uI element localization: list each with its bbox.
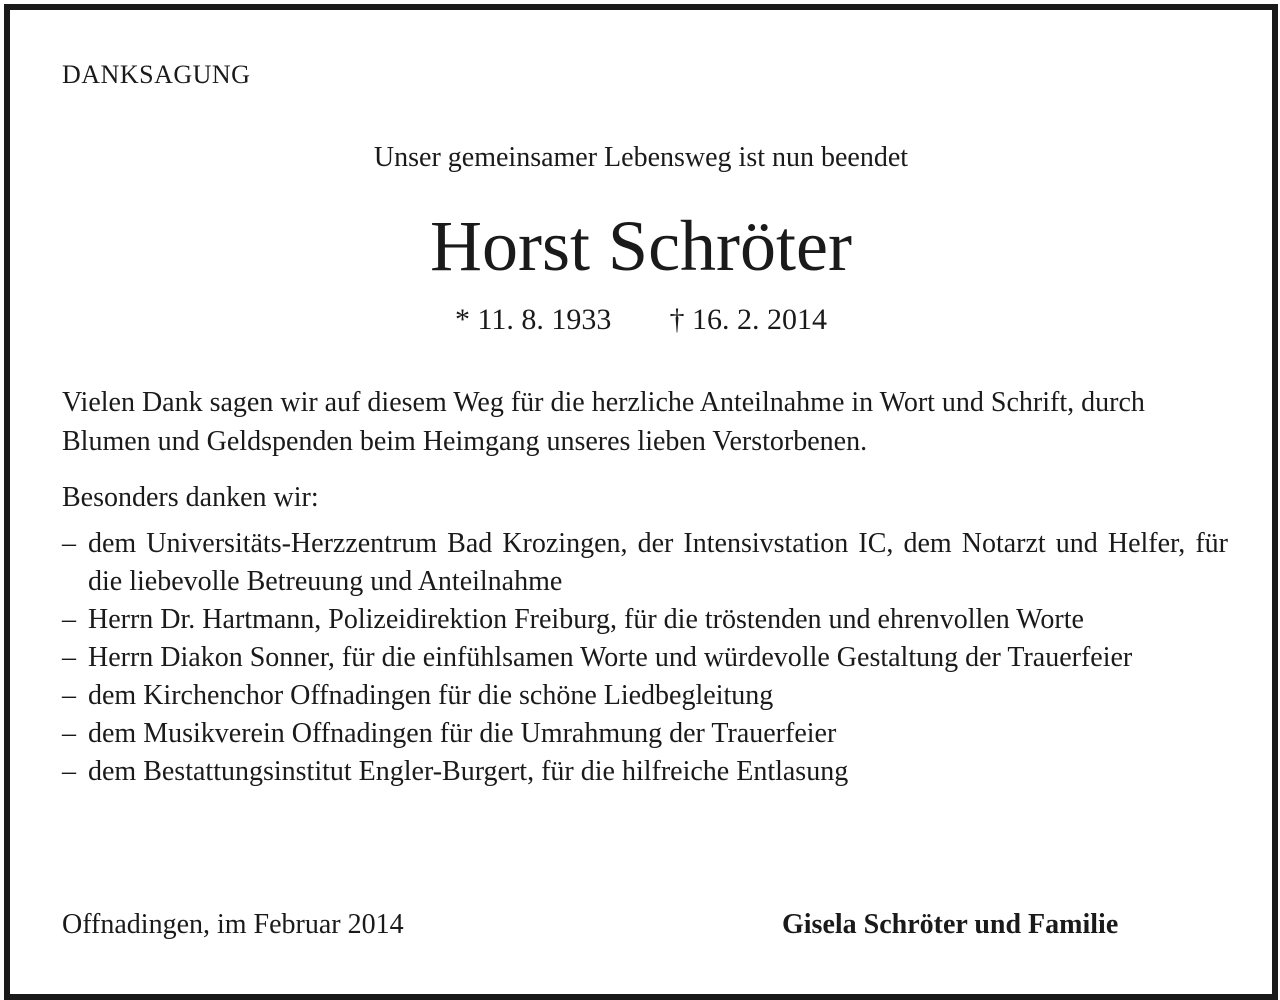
thanks-item	[62, 715, 1228, 753]
deceased-name: Horst Schröter	[430, 206, 852, 286]
thanks-item-text: dem Universitäts-Herzzentrum Bad Krozingen, der Intensivstation IC, dem Notarzt und Helfer, für die liebevolle Betreuung und Anteilnahme	[88, 528, 1228, 597]
thanks-item	[62, 677, 1228, 715]
birth-date: * 11. 8. 1933	[455, 303, 612, 336]
thanks-item	[62, 525, 1228, 601]
life-dates	[10, 303, 1272, 337]
thanks-item-text: dem Musikverein Offnadingen für die Umrahmung der Trauerfeier	[88, 718, 837, 749]
dash-bullet: –	[62, 604, 76, 635]
intro-paragraph: Vielen Dank sagen wir auf diesem Weg für die herzliche Anteilnahme in Wort und Schrift, durch Blumen und Geldspenden beim Heimgang unseres lieben Verstorbenen.	[62, 387, 1145, 457]
thanks-item-text: Herrn Diakon Sonner, für die einfühlsamen Worte und würdevolle Gestaltung der Trauerfeier	[88, 642, 1133, 673]
notice-heading: DANKSAGUNG	[62, 60, 251, 89]
thanks-heading: Besonders danken wir:	[62, 482, 319, 513]
thanks-item	[62, 601, 1228, 639]
notice-frame	[4, 4, 1278, 1000]
thanks-list	[62, 525, 1228, 791]
thanks-item	[62, 753, 1228, 791]
place-and-date: Offnadingen, im Februar 2014	[62, 909, 404, 940]
thanks-item-text: dem Kirchenchor Offnadingen für die schöne Liedbegleitung	[88, 680, 774, 711]
dash-bullet: –	[62, 642, 76, 673]
thanks-item	[62, 639, 1228, 677]
signature: Gisela Schröter und Familie	[782, 909, 1119, 940]
dash-bullet: –	[62, 718, 76, 749]
death-date: † 16. 2. 2014	[669, 303, 827, 336]
thanks-item-text: Herrn Dr. Hartmann, Polizeidirektion Freiburg, für die tröstenden und ehrenvollen Worte	[88, 604, 1084, 635]
dash-bullet: –	[62, 756, 76, 787]
thanks-item-text: dem Bestattungsinstitut Engler-Burgert, für die hilfreiche Entlasung	[88, 756, 849, 787]
dash-bullet: –	[62, 680, 76, 711]
notice-subtitle: Unser gemeinsamer Lebensweg ist nun beendet	[373, 142, 909, 173]
dash-bullet: –	[62, 528, 76, 559]
